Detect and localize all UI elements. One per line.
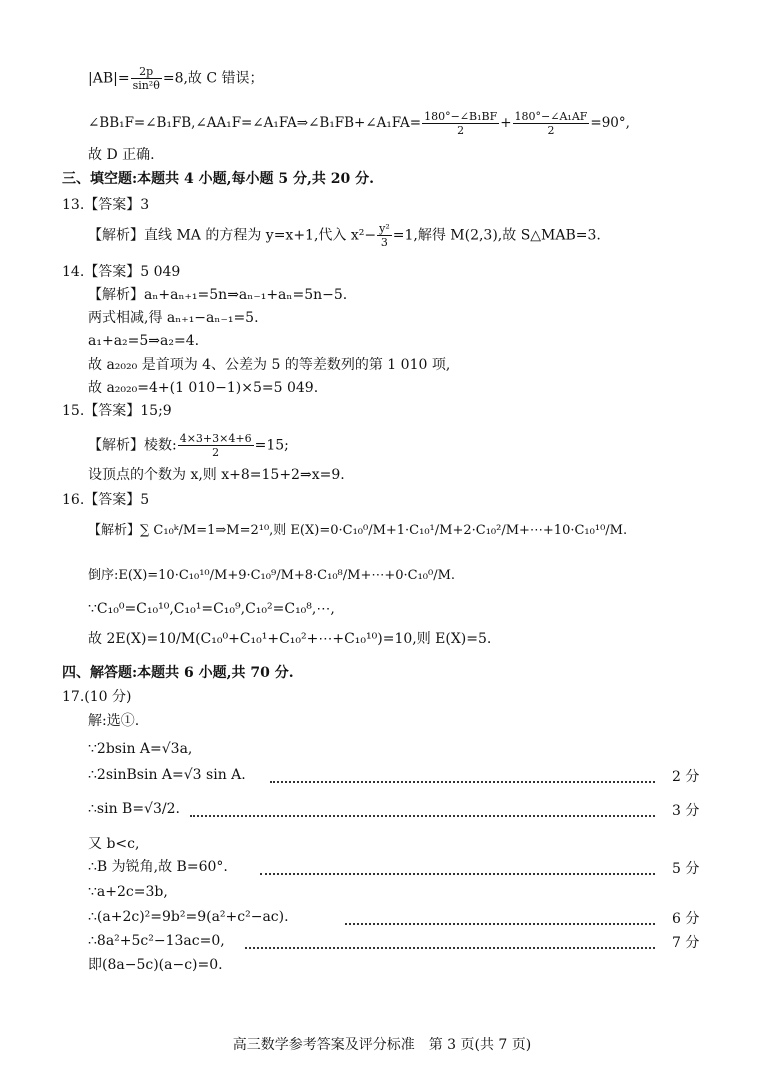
score-3: 3 分 [672, 803, 700, 819]
score-2: 2 分 [672, 769, 700, 785]
q17-line-6: ∴B 为锐角,故 B=60°. [88, 859, 228, 875]
q16-line-3: ∵C₁₀⁰=C₁₀¹⁰,C₁₀¹=C₁₀⁹,C₁₀²=C₁₀⁸,⋯, [88, 601, 335, 617]
q13-answer: 13.【答案】3 [62, 197, 150, 213]
score-5: 5 分 [672, 861, 700, 877]
q15-fraction [178, 432, 254, 459]
ab-denominator: sin²θ [132, 79, 160, 92]
angle-f2-den: 2 [547, 124, 555, 137]
angle-f2-num: 180°−∠A₁AF [514, 110, 588, 123]
q17-line-9: ∴8a²+5c²−13ac=0, [88, 933, 225, 949]
q17-line-10: 即(8a−5c)(a−c)=0. [88, 957, 223, 973]
ab-text: |AB|= [88, 70, 130, 87]
q13-exp-b: =1,解得 M(2,3),故 S△MAB=3. [392, 227, 601, 244]
q15-num: 4×3+3×4+6 [179, 432, 252, 445]
q17-heading: 17.(10 分) [62, 689, 132, 705]
q13-exp-a: 【解析】直线 MA 的方程为 y=x+1,代入 x²− [88, 227, 377, 244]
leader-dots [190, 815, 655, 817]
q14-line-4: 故 a₂₀₂₀ 是首项为 4、公差为 5 的等差数列的第 1 010 项, [88, 357, 451, 373]
q13-num: y² [379, 222, 390, 235]
q13-explanation [88, 222, 601, 249]
ab-numerator: 2p [131, 65, 162, 79]
q14-line-2: 两式相减,得 aₙ₊₁−aₙ₋₁=5. [88, 310, 259, 326]
score-6: 6 分 [672, 911, 700, 927]
q14-line-5: 故 a₂₀₂₀=4+(1 010−1)×5=5 049. [88, 380, 319, 396]
q17-line-5: 又 b<c, [88, 836, 140, 852]
q16-line-2: 倒序:E(X)=10·C₁₀¹⁰/M+9·C₁₀⁹/M+8·C₁₀⁸/M+⋯+0·C₁₀⁰/M. [88, 568, 456, 583]
ab-fraction [131, 65, 162, 92]
q14-line-1: 【解析】aₙ+aₙ₊₁=5n⇒aₙ₋₁+aₙ=5n−5. [88, 287, 348, 303]
q13-fraction [377, 222, 392, 249]
q16-answer: 16.【答案】5 [62, 492, 150, 508]
angle-plus: + [500, 115, 512, 131]
ab-line [88, 65, 264, 92]
angle-fraction-1 [422, 110, 499, 137]
section-3-heading: 三、填空题:本题共 4 小题,每小题 5 分,共 20 分. [62, 171, 374, 187]
section-4-heading: 四、解答题:本题共 6 小题,共 70 分. [62, 665, 294, 681]
q15-exp-a: 【解析】棱数: [88, 437, 177, 454]
angle-tail: =90°, [590, 115, 630, 131]
q16-line-4: 故 2E(X)=10/M(C₁₀⁰+C₁₀¹+C₁₀²+⋯+C₁₀¹⁰)=10,则 E(X)=5. [88, 631, 492, 647]
q14-line-3: a₁+a₂=5⇒a₂=4. [88, 333, 200, 349]
q17-line-1: 解:选①. [88, 713, 140, 729]
d-correct: 故 D 正确. [88, 147, 155, 163]
angle-fraction-2 [513, 110, 590, 137]
q15-explanation [88, 432, 289, 459]
q17-line-7: ∵a+2c=3b, [88, 884, 168, 900]
leader-dots [270, 781, 655, 783]
leader-dots [260, 873, 655, 875]
ab-tail: =8,故 C 错误； [162, 70, 264, 87]
q15-den: 2 [212, 446, 220, 459]
q15-line-2: 设顶点的个数为 x,则 x+8=15+2⇒x=9. [88, 467, 345, 483]
score-7: 7 分 [672, 935, 700, 951]
angle-line [88, 110, 630, 137]
q17-line-8: ∴(a+2c)²=9b²=9(a²+c²−ac). [88, 909, 289, 925]
q14-answer: 14.【答案】5 049 [62, 264, 181, 280]
q15-exp-b: =15; [254, 437, 289, 454]
q15-answer: 15.【答案】15;9 [62, 403, 172, 419]
q17-line-4: ∴sin B=√3/2. [88, 801, 180, 817]
angle-lhs: ∠BB₁F=∠B₁FB,∠AA₁F=∠A₁FA⇒∠B₁FB+∠A₁FA= [88, 115, 422, 131]
q17-line-2: ∵2bsin A=√3a, [88, 741, 193, 757]
leader-dots [345, 923, 655, 925]
leader-dots [245, 947, 655, 949]
angle-f1-num: 180°−∠B₁BF [424, 110, 498, 123]
q16-line-1: 【解析】∑ C₁₀ᵏ/M=1⇒M=2¹⁰,则 E(X)=0·C₁₀⁰/M+1·C₁₀¹/M+2·C₁₀²/M+⋯+10·C₁₀¹⁰/M. [88, 523, 628, 538]
q17-line-3: ∴2sinBsin A=√3 sin A. [88, 767, 246, 783]
page-footer: 高三数学参考答案及评分标准 第 3 页(共 7 页) [232, 1037, 532, 1053]
angle-f1-den: 2 [457, 124, 465, 137]
q13-den: 3 [380, 236, 388, 249]
